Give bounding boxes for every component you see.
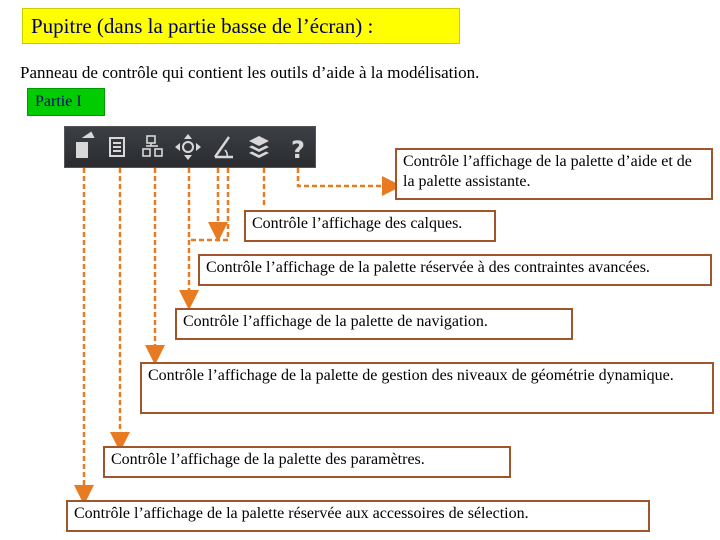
svg-text:?: ? — [291, 136, 305, 164]
callout-help-palette: Contrôle l’affichage de la palette d’aide et de la palette assistante. — [395, 148, 713, 200]
callout-constraints: Contrôle l’affichage de la palette réservée à des contraintes avancées. — [198, 254, 712, 286]
callout-navigation: Contrôle l’affichage de la palette de navigation. — [175, 308, 573, 340]
callout-geometry-levels: Contrôle l’affichage de la palette de gestion des niveaux de géométrie dynamique. — [140, 362, 714, 414]
page-title: Pupitre (dans la partie basse de l’écran) : — [22, 8, 460, 44]
subtitle: Panneau de contrôle qui contient les outils d’aide à la modélisation. — [20, 63, 480, 82]
arrow-constraints — [190, 168, 228, 240]
arrow-help — [298, 168, 392, 186]
section-label: Partie I — [27, 88, 105, 116]
callout-parameters: Contrôle l’affichage de la palette des paramètres. — [103, 446, 511, 478]
callout-selection-accessories: Contrôle l’affichage de la palette réservée aux accessoires de sélection. — [66, 500, 650, 532]
callout-layers: Contrôle l’affichage des calques. — [244, 210, 496, 242]
